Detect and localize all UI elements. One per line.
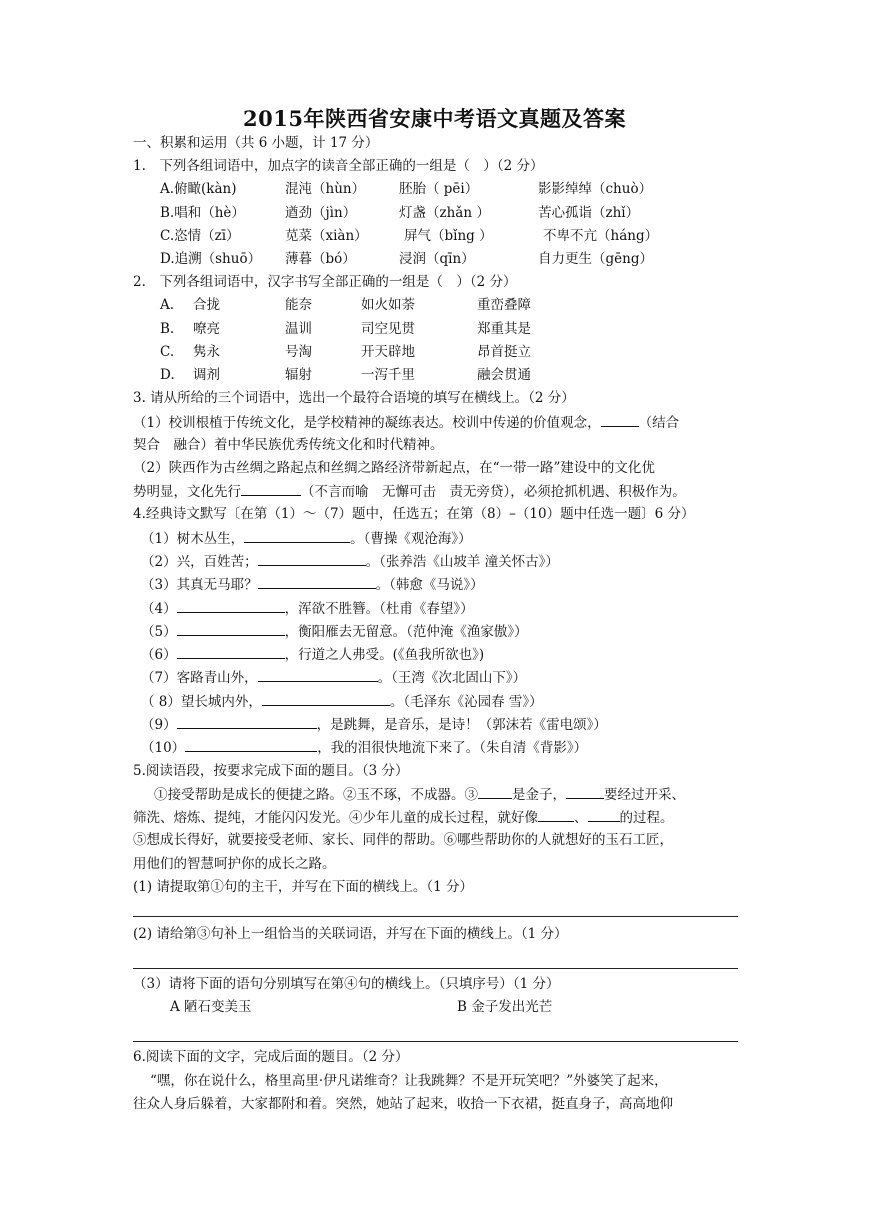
- q4-item-prefix: （ 8）望长城内外，: [141, 694, 262, 710]
- q4-blank[interactable]: [177, 599, 285, 613]
- q5-passage-line1: [154, 785, 685, 804]
- q4-item-prefix: （1）树木丛生，: [141, 531, 245, 547]
- q2-a-3: 如火如荼: [361, 297, 415, 313]
- q3-part1-choices: （结合: [638, 415, 680, 431]
- q1-stem: 1. 下列各组词语中，加点字的读音全部正确的一组是（ ）（2 分）: [133, 158, 544, 174]
- q5-sub2-answer-line[interactable]: [133, 968, 738, 969]
- q4-item-prefix: （7）客路青山外，: [141, 670, 258, 686]
- q3-part2-choices: （不言而喻 无懈可击 责无旁贷），必须抢抓机遇、积极作为。: [301, 484, 686, 500]
- q1-option-b-3: 灯盏（zhǎn ）: [399, 205, 490, 221]
- q5-passage-text: 是金子，: [512, 787, 566, 803]
- q2-b-2: 温训: [285, 321, 312, 337]
- q6-passage-line2: 往众人身后躲着，大家都附和着。突然，她站了起来，收拾一下衣裙，挺直身子，高高地仰: [133, 1096, 673, 1112]
- q4-item: [141, 692, 543, 711]
- section-heading: 一、积累和运用（共 6 小题，计 17 分）: [133, 135, 379, 151]
- q4-item-prefix: （4）: [141, 601, 177, 617]
- q6-passage-line1: “嘿，你在说什么，格里高里·伊凡诺维奇？让我跳舞？不是开玩笑吧？”外婆笑了起来，: [150, 1073, 668, 1089]
- q5-passage-line4: 用他们的智慧呵护你的成长之路。: [133, 856, 336, 872]
- q5-passage-text: 的过程。: [619, 810, 674, 826]
- q2-label-a: A.: [160, 297, 175, 313]
- q2-a-1: 合拢: [193, 297, 220, 313]
- q2-c-3: 开天辟地: [361, 344, 415, 360]
- q5-passage-line3: ⑤想成长得好，就要接受老师、家长、同伴的帮助。⑥哪些帮助你的人就想好的玉石工匠，: [133, 832, 673, 848]
- q5-sub2: (2) 请给第③句补上一组恰当的关联词语，并写在下面的横线上。（1 分）: [133, 926, 568, 942]
- q4-item: [141, 552, 559, 571]
- q5-passage-text: ①接受帮助是成长的便捷之路。②玉不琢，不成器。③: [154, 787, 478, 803]
- q1-option-a-1: A.俯瞰(kàn): [160, 181, 237, 197]
- q3-part2-text: 势明显，文化先行: [133, 484, 241, 500]
- q2-label-d: D.: [160, 367, 175, 383]
- q5-option-b: B 金子发出光芒: [457, 999, 553, 1015]
- q1-option-c-4: 不卑不亢（háng）: [543, 228, 659, 244]
- q2-d-1: 调剂: [193, 367, 220, 383]
- q3-stem: 3. 请从所给的三个词语中，选出一个最符合语境的填写在横线上。（2 分）: [133, 390, 575, 406]
- q3-part2-line2: [133, 482, 686, 501]
- q6-stem: 6.阅读下面的文字，完成后面的题目。（2 分）: [133, 1049, 409, 1065]
- q5-sub3: （3）请将下面的语句分别填写在第④句的横线上。（只填序号）（1 分）: [133, 976, 560, 992]
- q4-stem: 4.经典诗文默写〔在第（1）～（7）题中，任选五；在第（8）–（10）题中任选一题〕6 分）: [133, 506, 695, 522]
- q3-part1-blank[interactable]: [601, 413, 639, 427]
- q4-blank[interactable]: [185, 738, 317, 752]
- q5-option-a: A 陋石变美玉: [170, 999, 252, 1015]
- q4-item-suffix: ，浑欲不胜簪。（杜甫《春望》）: [284, 601, 474, 617]
- q2-c-2: 号淘: [285, 344, 312, 360]
- q4-item-prefix: （2）兴，百姓苦；: [141, 554, 258, 570]
- q2-a-4: 重峦叠障: [477, 297, 531, 313]
- q4-blank[interactable]: [177, 715, 317, 729]
- page-title: 2015年陕西省安康中考语文真题及答案: [243, 106, 626, 131]
- q4-blank[interactable]: [177, 622, 285, 636]
- q5-blank[interactable]: [538, 808, 574, 822]
- q5-sub1-answer-line[interactable]: [133, 916, 738, 917]
- q5-stem: 5.阅读语段，按要求完成下面的题目。（3 分）: [133, 763, 409, 779]
- q4-blank[interactable]: [258, 552, 366, 566]
- q4-item-prefix: （5）: [141, 624, 177, 640]
- q4-item: [141, 599, 474, 618]
- q1-option-b-1: B.唱和（hè）: [160, 205, 245, 221]
- q2-a-2: 能奈: [285, 297, 312, 313]
- q4-blank[interactable]: [244, 529, 350, 543]
- q4-blank[interactable]: [177, 645, 285, 659]
- q4-item-suffix: ，是跳舞，是音乐，是诗！（郭沫若《雷电颂》）: [316, 717, 607, 733]
- q3-part1-text: （1）校训根植于传统文化，是学校精神的凝练表达。校训中传递的价值观念，: [133, 415, 601, 431]
- q1-option-d-4: 自力更生（gēng）: [538, 251, 653, 267]
- q5-blank[interactable]: [478, 785, 512, 799]
- q2-d-3: 一泻千里: [361, 367, 415, 383]
- q4-item-prefix: （3）其真无马耶？: [141, 577, 258, 593]
- q4-blank[interactable]: [262, 692, 390, 706]
- q4-item-prefix: （9）: [141, 717, 177, 733]
- q4-item-suffix: 。（韩愈《马说》）: [375, 577, 484, 593]
- q2-c-1: 隽永: [193, 344, 220, 360]
- q2-label-c: C.: [160, 344, 175, 360]
- q1-option-d-3: 浸润（qīn）: [399, 251, 475, 267]
- q1-option-c-3: 屏气（bǐng ）: [404, 228, 493, 244]
- q4-item-suffix: ，衡阳雁去无留意。（范仲淹《渔家傲》）: [284, 624, 528, 640]
- q4-item: [141, 645, 484, 664]
- q4-item: [141, 738, 587, 757]
- q1-option-b-2: 遒劲（jìn）: [285, 205, 357, 221]
- q3-part2-line1: （2）陕西作为古丝绸之路起点和丝绸之路经济带新起点，在“一带一路”建设中的文化优: [133, 460, 655, 476]
- q2-d-2: 辐射: [285, 367, 312, 383]
- q5-passage-text: 筛洗、熔炼、提纯，才能闪闪发光。④少年儿童的成长过程，就好像: [133, 810, 538, 826]
- q4-item: [141, 715, 607, 734]
- q4-item-prefix: （10）: [141, 740, 186, 756]
- q2-c-4: 昂首挺立: [477, 344, 531, 360]
- q5-blank[interactable]: [588, 808, 620, 822]
- q4-item: [141, 529, 472, 548]
- q2-b-4: 郑重其是: [477, 321, 531, 337]
- q3-part1-line1: [133, 413, 679, 432]
- q4-item-suffix: ，我的泪很快地流下来了。（朱自清《背影》）: [317, 740, 588, 756]
- q2-stem: 2. 下列各组词语中，汉字书写全部正确的一组是（ ）（2 分）: [133, 274, 517, 290]
- q4-blank[interactable]: [258, 668, 378, 682]
- q1-option-a-3: 胚胎（ pēi）: [399, 181, 479, 197]
- q3-part1-line2: 契合 融合）着中华民族优秀传统文化和时代精神。: [133, 437, 444, 453]
- q2-d-4: 融会贯通: [477, 367, 531, 383]
- q5-blank[interactable]: [566, 785, 604, 799]
- q1-option-a-2: 混沌（hùn）: [285, 181, 366, 197]
- q5-sub1: (1) 请提取第①句的主干，并写在下面的横线上。（1 分）: [133, 879, 474, 895]
- q1-option-d-2: 薄暮（bó）: [285, 251, 356, 267]
- q5-passage-text: 、: [574, 810, 588, 826]
- q5-sub3-answer-line[interactable]: [133, 1041, 738, 1042]
- q4-item: [141, 575, 484, 594]
- q4-item: [141, 668, 526, 687]
- q2-b-3: 司空见贯: [361, 321, 415, 337]
- q2-label-b: B.: [160, 321, 175, 337]
- q5-passage-line2: [133, 808, 674, 827]
- q4-item-prefix: （6）: [141, 647, 177, 663]
- q5-passage-text: 要经过开采、: [604, 787, 685, 803]
- q3-part2-blank[interactable]: [241, 482, 301, 496]
- q1-option-c-2: 苋菜（xiàn）: [285, 228, 368, 244]
- q4-blank[interactable]: [258, 575, 376, 589]
- q4-item-suffix: ，行道之人弗受。(《鱼我所欲也》): [284, 647, 485, 663]
- q1-option-b-4: 苦心孤诣（zhǐ）: [538, 205, 640, 221]
- q4-item-suffix: 。（毛泽东《沁园春 雪》）: [389, 694, 543, 710]
- q2-b-1: 嘹亮: [193, 321, 220, 337]
- q4-item-suffix: 。（张养浩《山坡羊 潼关怀古》）: [365, 554, 559, 570]
- q1-option-d-1: D.追溯（shuō）: [160, 251, 262, 267]
- q4-item: [141, 622, 528, 641]
- q4-item-suffix: 。（曹操《观沧海》）: [350, 531, 472, 547]
- q1-option-a-4: 影影绰绰（chuò）: [538, 181, 653, 197]
- q1-option-c-1: C.恣情（zī）: [160, 228, 240, 244]
- q4-item-suffix: 。（王湾《次北固山下》）: [377, 670, 527, 686]
